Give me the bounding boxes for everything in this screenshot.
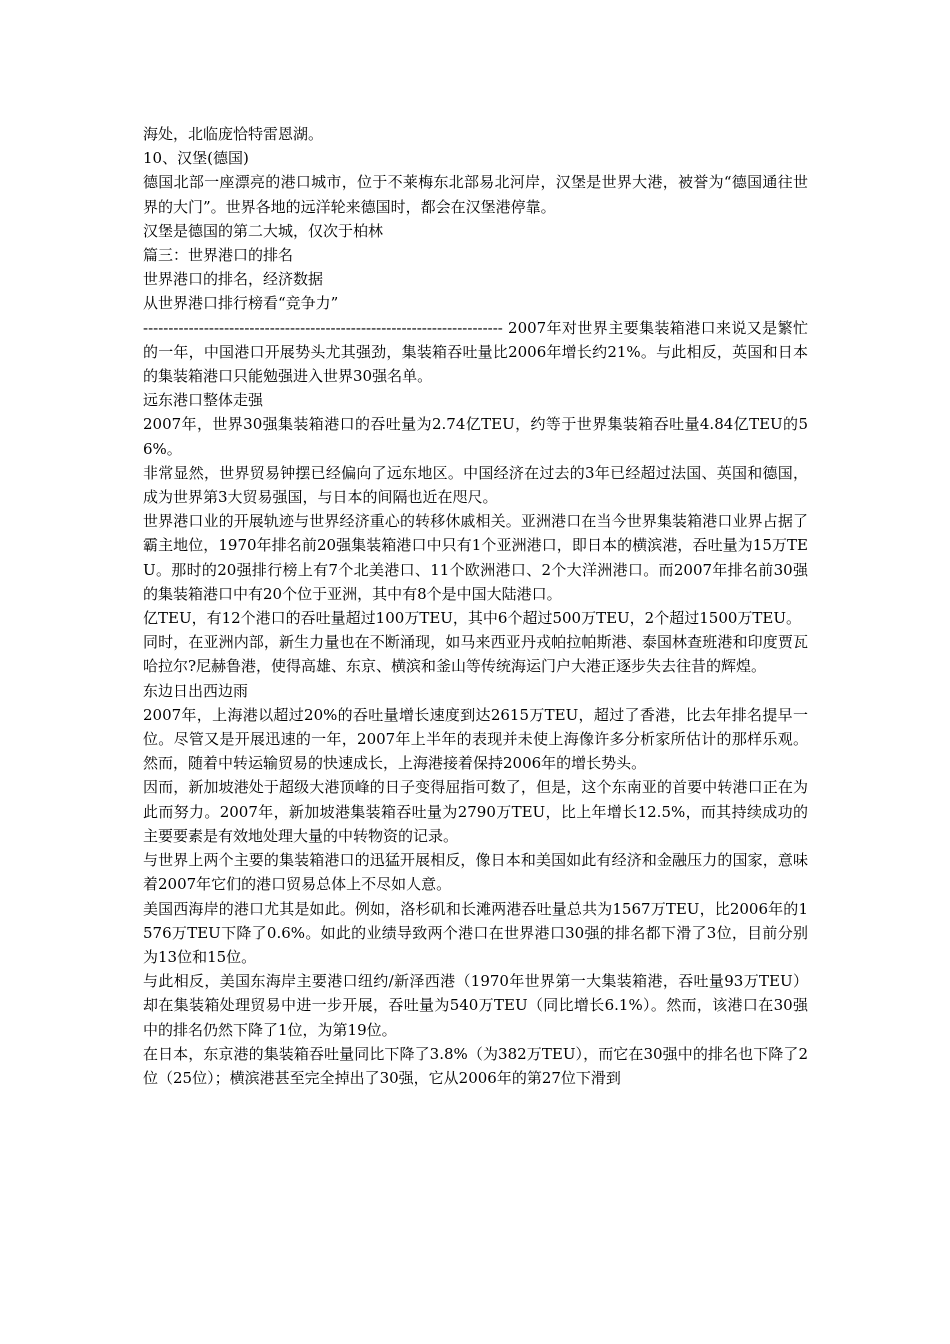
section-heading: 东边日出西边雨 — [143, 681, 249, 700]
paragraph: 同时，在亚洲内部，新生力量也在不断涌现，如马来西亚丹戎帕拉帕斯港、泰国林查班港和印度贾瓦哈拉尔?尼赫鲁港，使得高雄、东京、横滨和釜山等传统海运门户大港正逐步失去往昔的辉煌。 — [143, 633, 808, 676]
section-heading: 远东港口整体走强 — [143, 391, 264, 410]
section-heading: 10、汉堡(德国) — [143, 149, 249, 168]
paragraph: ----------------------------------------------------------------------- 2007年对世界主要集装箱港口来说又是繁忙的一年，中国港口开展势头尤其强劲，集装箱吞吐量比2006年增长约21%。与此相反，英国和日本的集装箱港口只能勉强进入世界30强名单。 — [143, 318, 808, 386]
paragraph: 海处，北临庞恰特雷恩湖。 — [143, 125, 324, 143]
paragraph: 2007年，世界30强集装箱港口的吞吐量为2.74亿TEU，约等于世界集装箱吞吐量4.84亿TEU的56%。 — [143, 415, 808, 458]
document-body — [143, 122, 808, 1090]
paragraph: 亿TEU，有12个港口的吞吐量超过100万TEU，其中6个超过500万TEU，2个超过1500万TEU。 — [143, 609, 801, 628]
section-heading: 从世界港口排行榜看“竞争力” — [143, 294, 339, 313]
paragraph: 与世界上两个主要的集装箱港口的迅猛开展相反，像日本和美国如此有经济和金融压力的国家，意味着2007年它们的港口贸易总体上不尽如人意。 — [143, 851, 808, 894]
paragraph: 汉堡是德国的第二大城，仅次于柏林 — [143, 221, 384, 240]
paragraph: 非常显然，世界贸易钟摆已经偏向了远东地区。中国经济在过去的3年已经超过法国、英国和德国，成为世界第3大贸易强国，与日本的间隔也近在咫尺。 — [143, 463, 808, 507]
paragraph: 因而，新加坡港处于超级大港顶峰的日子变得屈指可数了，但是，这个东南亚的首要中转港口正在为此而努力。2007年，新加坡港集装箱吞吐量为2790万TEU，比上年增长12.5%，而其持续成功的主要要素是有效地处理大量的中转物资的记录。 — [143, 778, 808, 845]
paragraph: 在日本，东京港的集装箱吞吐量同比下降了3.8%（为382万TEU），而它在30强中的排名也下降了2位（25位）；横滨港甚至完全掉出了30强，它从2006年的第27位下滑到 — [143, 1044, 808, 1087]
paragraph: 世界港口业的开展轨迹与世界经济重心的转移休戚相关。亚洲港口在当今世界集装箱港口业界占据了霸主地位，1970年排名前20强集装箱港口中只有1个亚洲港口，即日本的横滨港，吞吐量为15万TEU。那时的20强排行榜上有7个北美港口、11个欧洲港口、2个大洋洲港口。而2007年排名前30强的集装箱港口中有20个位于亚洲，其中有8个是中国大陆港口。 — [143, 512, 808, 603]
paragraph: 与此相反，美国东海岸主要港口纽约/新泽西港（1970年世界第一大集装箱港，吞吐量93万TEU）却在集装箱处理贸易中进一步开展，吞吐量为540万TEU（同比增长6.1%）。然而，该港口在30强中的排名仍然下降了1位，为第19位。 — [143, 972, 808, 1039]
section-heading: 篇三：世界港口的排名 — [143, 246, 294, 265]
section-heading: 世界港口的排名，经济数据 — [143, 270, 324, 289]
paragraph: 美国西海岸的港口尤其是如此。例如，洛杉矶和长滩两港吞吐量总共为1567万TEU，比2006年的1576万TEU下降了0.6%。如此的业绩导致两个港口在世界港口30强的排名都下滑了3位，目前分别为13位和15位。 — [143, 899, 808, 966]
paragraph: 2007年，上海港以超过20%的吞吐量增长速度到达2615万TEU，超过了香港，比去年排名提早一位。尽管又是开展迅速的一年，2007年上半年的表现并未使上海像许多分析家所估计的那样乐观。然而，随着中转运输贸易的快速成长，上海港接着保持2006年的增长势头。 — [143, 705, 808, 773]
paragraph: 德国北部一座漂亮的港口城市，位于不莱梅东北部易北河岸，汉堡是世界大港，被誉为“德国通往世界的大门”。世界各地的远洋轮来德国时，都会在汉堡港停靠。 — [143, 173, 808, 216]
